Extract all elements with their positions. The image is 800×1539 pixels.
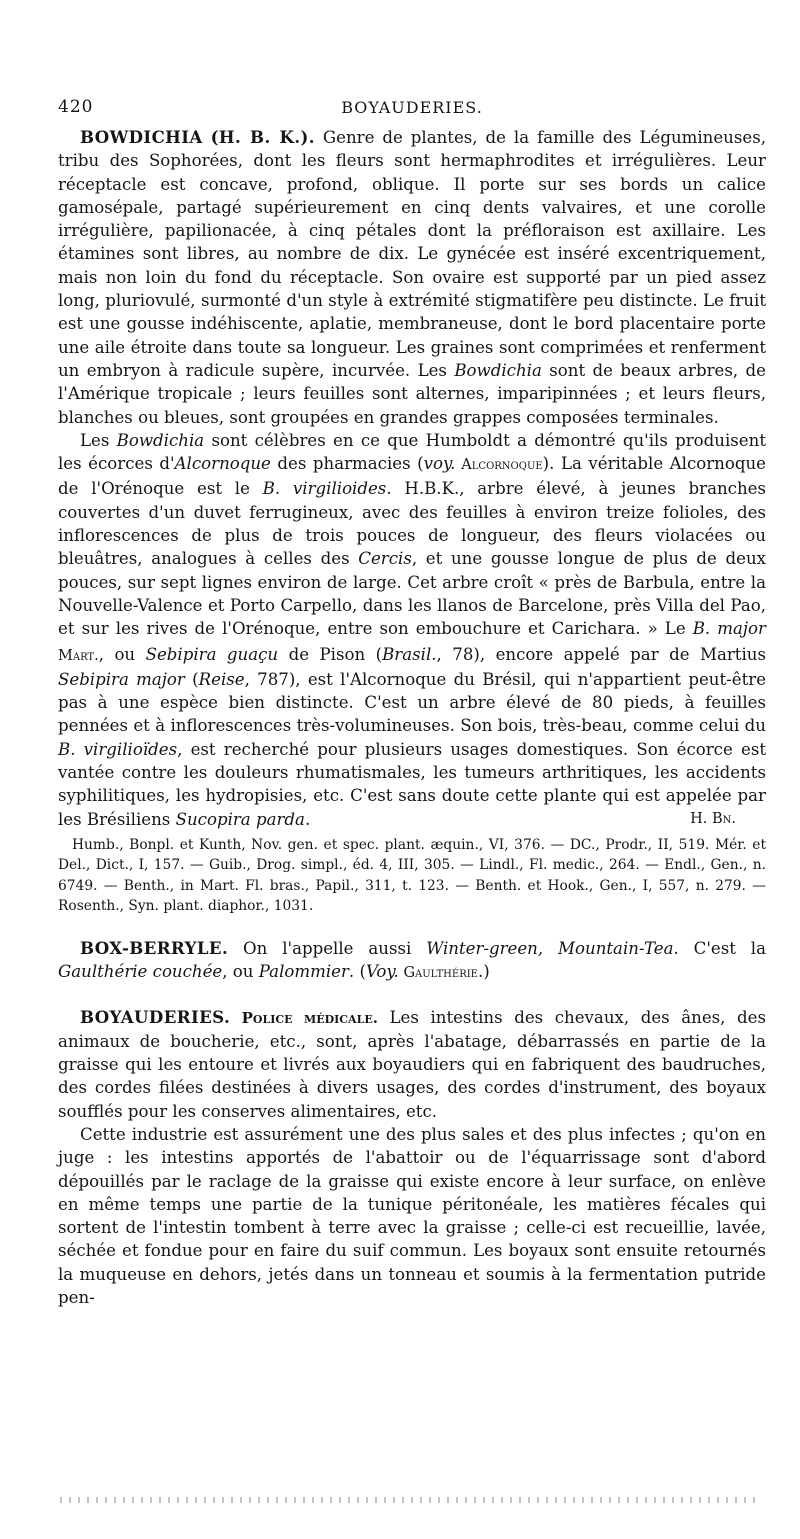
- author-signature: H. Bn.: [690, 810, 736, 827]
- headword-bowdichia: BOWDICHIA: [80, 127, 203, 147]
- section-subhead: Police médicale.: [230, 1008, 378, 1027]
- bibliographic-references: Humb., Bonpl. et Kunth, Nov. gen. et spec. plant. æquin., VI, 376. — DC., Prodr., II, 519. Mér. et Del., Dict., I, 157. — Guib., Drog. simpl., éd. 4, III, 305. — Lindl., Fl. medic., 264. — Endl., Gen., n. 6749. — Benth., in Mart. Fl. bras., Papil., 311, t. 123. — Benth. et Hook., Gen., I, 557, n. 279. — Rosenth., Syn. plant. diaphor., 1031.: [58, 836, 766, 915]
- page-bottom-dotted-rule: [60, 1497, 760, 1503]
- entry-bowdichia-paragraph-1: BOWDICHIA (H. B. K.). Genre de plantes, de la famille des Légumineuses, tribu des Sophorées, dont les fleurs sont hermaphrodites et irrégulières. Leur réceptacle est concave, profond, oblique. Il porte sur ses bords un calice gamosépale, partagé supérieurement en cinq dents valvaires, et une corolle irrégulière, papilionacée, à cinq pétales dont la préfloraison est axillaire. Les étamines sont libres, au nombre de dix. Le gynécée est inséré excentriquement, mais non loin du fond du réceptacle. Son ovaire est supporté par un pied assez long, pluriovulé, surmonté d'un style à extrémité stigmatifère peu distincte. Le fruit est une gousse indéhiscente, aplatie, membraneuse, dont le bord placentaire porte une aile étroite dans toute sa longueur. Les graines sont comprimées et renferment un embryon à radicule supère, incurvée. Les Bowdichia sont de beaux arbres, de l'Amérique tropicale ; leurs feuilles sont alternes, imparipinnées ; et leurs fleurs, blanches ou bleues, sont groupées en grandes grappes composées terminales.: [58, 127, 767, 427]
- cross-reference: Alcornoque: [455, 457, 543, 474]
- headword-boyauderies: BOYAUDERIES.: [80, 1006, 231, 1027]
- headword-box-berryle: BOX-BERRYLE.: [80, 937, 229, 958]
- page-number: 420: [58, 97, 94, 117]
- running-head: BOYAUDERIES.: [341, 98, 483, 117]
- page-header: [58, 96, 766, 122]
- entry-box-berryle: BOX-BERRYLE. On l'appelle aussi Winter-green, Mountain-Tea. C'est la Gaulthérie couchée, ou Palommier. (Voy. Gaulthérie.): [58, 937, 766, 982]
- authority-abbr: (H. B. K.).: [210, 127, 315, 147]
- cross-reference: Gaulthérie: [398, 965, 478, 982]
- entry-boyauderies-paragraph-1: BOYAUDERIES. Police médicale. Les intestins des chevaux, des ânes, des animaux de boucherie, etc., sont, après l'abatage, débarrassés en partie de la graisse qui les entoure et livrés aux boyaudiers qui en fabriquent des baudruches, des cordes filées destinées à divers usages, des cordes d'instrument, des boyaux soufflés pour les conserves alimentaires, etc.: [58, 1006, 766, 1121]
- entry-bowdichia-paragraph-2: Les Bowdichia sont célèbres en ce que Humboldt a démontré qu'ils produisent les écorces d'Alcornoque des pharmacies (voy. Alcornoque). La véritable Alcornoque de l'Orénoque est le B. virgilioides. H.B.K., arbre élevé, à jeunes branches couvertes d'un duvet ferrugineux, avec des feuilles à environ treize folioles, des inflorescences de plus de trois pouces de longueur, des fleurs violacées ou bleuâtres, analogues à celles des Cercis, et une gousse longue de plus de deux pouces, sur sept lignes environ de large. Cet arbre croît « près de Barbula, entre la Nouvelle-Valence et Porto Carpello, dans les llanos de Barcelone, près Villa del Pao, et sur les rives de l'Orénoque, entre son embouchure et Carichara. » Le B. major Mart., ou Sebipira guaçu de Pison (Brasil., 78), encore appelé par de Martius Sebipira major (Reise, 787), est l'Alcornoque du Brésil, qui n'appartient peut-être pas à une espèce bien distincte. C'est un arbre élevé de 80 pieds, à feuilles pennées et à inflorescences très-volumineuses. Son bois, très-beau, comme celui du B. virgilioïdes, est recherché pour plusieurs usages domestiques. Son écorce est vantée contre les douleurs rhumatismales, les tumeurs arthritiques, les accidents syphilitiques, les hydropisies, etc. C'est sans doute cette plante qui est appelée par les Brésiliens Sucopira parda. H. Bn.: [58, 429, 766, 831]
- entry-boyauderies-paragraph-2: Cette industrie est assurément une des plus sales et des plus infectes ; qu'on en juge : les intestins apportés de l'abattoir ou de l'équarrissage sont d'abord dépouillés par le raclage de la graisse qui existe encore à leur surface, on enlève en même temps une partie de la tunique péritonéale, les matières fécales qui sortent de l'intestin tombent à terre avec la graisse ; celle-ci est recueillie, lavée, séchée et fondue pour en faire du suif commun. Les boyaux sont ensuite retournés la muqueuse en dehors, jetés dans un tonneau et soumis à la fermentation putride pen-: [58, 1124, 766, 1308]
